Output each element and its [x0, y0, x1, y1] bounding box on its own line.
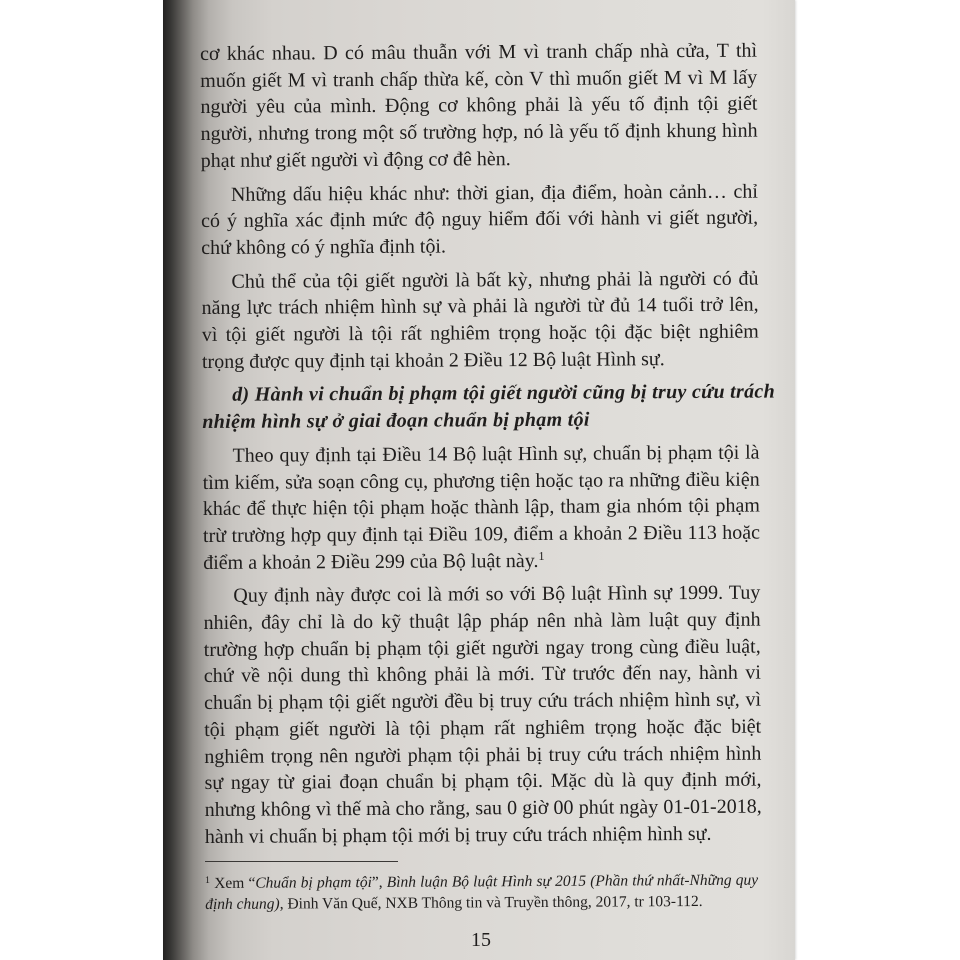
footnote-italic-text: định chung) [205, 895, 280, 913]
footnote-separator [205, 861, 398, 862]
text-line: muốn giết M vì tranh chấp thừa kế, còn V thì muốn giết M vì M lấy [200, 66, 758, 92]
text-line: người, nhưng trong một số trường hợp, nó là yếu tố định khung hình [200, 119, 758, 146]
page-number: 15 [471, 929, 491, 951]
text-line: có ý nghĩa xác định mức độ nguy hiểm đối với hành vi giết người, [201, 206, 759, 233]
text-line: tội phạm giết người là tội phạm rất nghiêm trọng hoặc đặc biệt [204, 715, 762, 741]
text-line [203, 546, 760, 576]
paragraph [201, 265, 759, 375]
text-line: năng lực trách nhiệm hình sự và phải là người từ đủ 14 tuổi trở lên, [201, 293, 759, 320]
paragraph [203, 580, 762, 850]
footnote-italic-text: Bình luận Bộ luật Hình sự 2015 (Phần thứ nhất-Những quy [386, 871, 759, 891]
text-line: hành vi chuẩn bị phạm tội mới bị truy cứu trách nhiệm hình sự. [204, 822, 712, 848]
text-line: vì tội giết người là tội rất nghiêm trọng hoặc tội đặc biệt nghiêm [201, 320, 759, 347]
text-line: chứ về nội dung thì không phải là mới. Từ trước đến nay, hành vi [203, 662, 761, 688]
text-segment: điểm a khoản 2 Điều 299 của Bộ luật này. [203, 549, 539, 574]
text-line: tìm kiếm, sửa soạn công cụ, phương tiện hoặc tạo ra những điều kiện [202, 468, 760, 494]
text-line: nhưng không vì thế mà cho rằng, sau 0 giờ 00 phút ngày 01-01-2018, [204, 795, 762, 821]
text-line: Quy định này được coi là mới so với Bộ luật Hình sự 1999. Tuy [233, 581, 761, 608]
text-line: sự ngay từ giai đoạn chuẩn bị phạm tội. Mặc dù là quy định mới, [204, 768, 762, 795]
text-line: phạt như giết người vì động cơ đê hèn. [200, 147, 511, 172]
paragraph [201, 178, 758, 262]
paragraph [202, 439, 760, 576]
text-line: trừ trường hợp quy định tại Điều 109, điểm a khoản 2 Điều 113 hoặc [202, 521, 761, 547]
page-body [200, 38, 776, 858]
text-line: chuẩn bị phạm tội giết người đều bị truy cứu trách nhiệm hình sự, vì [203, 688, 762, 715]
text-line: trọng được quy định tại khoản 2 Điều 12 Bộ luật Hình sự. [201, 347, 665, 373]
footnote-text: Xem “ [214, 874, 256, 892]
text-line: Chủ thể của tội giết người là bất kỳ, nhưng phải là người có đủ [231, 267, 759, 293]
footnote-text: ”, [371, 873, 387, 891]
footnote-italic-text: Chuẩn bị phạm tội [255, 873, 372, 892]
footnote-marker: 1 [205, 874, 211, 886]
text-line: Theo quy định tại Điều 14 Bộ luật Hình sự, chuẩn bị phạm tội là [232, 441, 760, 467]
paragraph [200, 38, 758, 175]
footnote-reference: 1 [538, 548, 545, 563]
text-line: nghiêm trọng nên người phạm tội phải bị truy cứu trách nhiệm hình [204, 742, 762, 768]
heading-line: d) Hành vi chuẩn bị phạm tội giết người cũng bị truy cứu trách [232, 380, 776, 407]
text-line: cơ khác nhau. D có mâu thuẫn với M vì tranh chấp nhà cửa, T thì [200, 39, 758, 65]
footnote [205, 870, 758, 915]
section-heading [202, 379, 776, 436]
text-line: Những dấu hiệu khác như: thời gian, địa điểm, hoàn cảnh… chỉ [230, 180, 758, 206]
heading-line: nhiệm hình sự ở giai đoạn chuẩn bị phạm tội [202, 408, 590, 434]
text-line: khác để thực hiện tội phạm hoặc thành lập, tham gia nhóm tội phạm [202, 494, 760, 521]
text-line: người yêu của mình. Động cơ không phải là yếu tố định tội giết [200, 93, 758, 119]
footnote-line [205, 891, 758, 915]
text-line: nhiên, đây chỉ là do kỹ thuật lập pháp nên nhà làm luật quy định [203, 608, 761, 635]
text-line: chứ không có ý nghĩa định tội. [201, 235, 447, 259]
text-line: trường hợp chuẩn bị phạm tội giết người ngay trong cùng điều luật, [203, 635, 761, 661]
footnote-text: , Đinh Văn Quế, NXB Thông tin và Truyền thông, 2017, tr 103-112. [279, 892, 703, 913]
